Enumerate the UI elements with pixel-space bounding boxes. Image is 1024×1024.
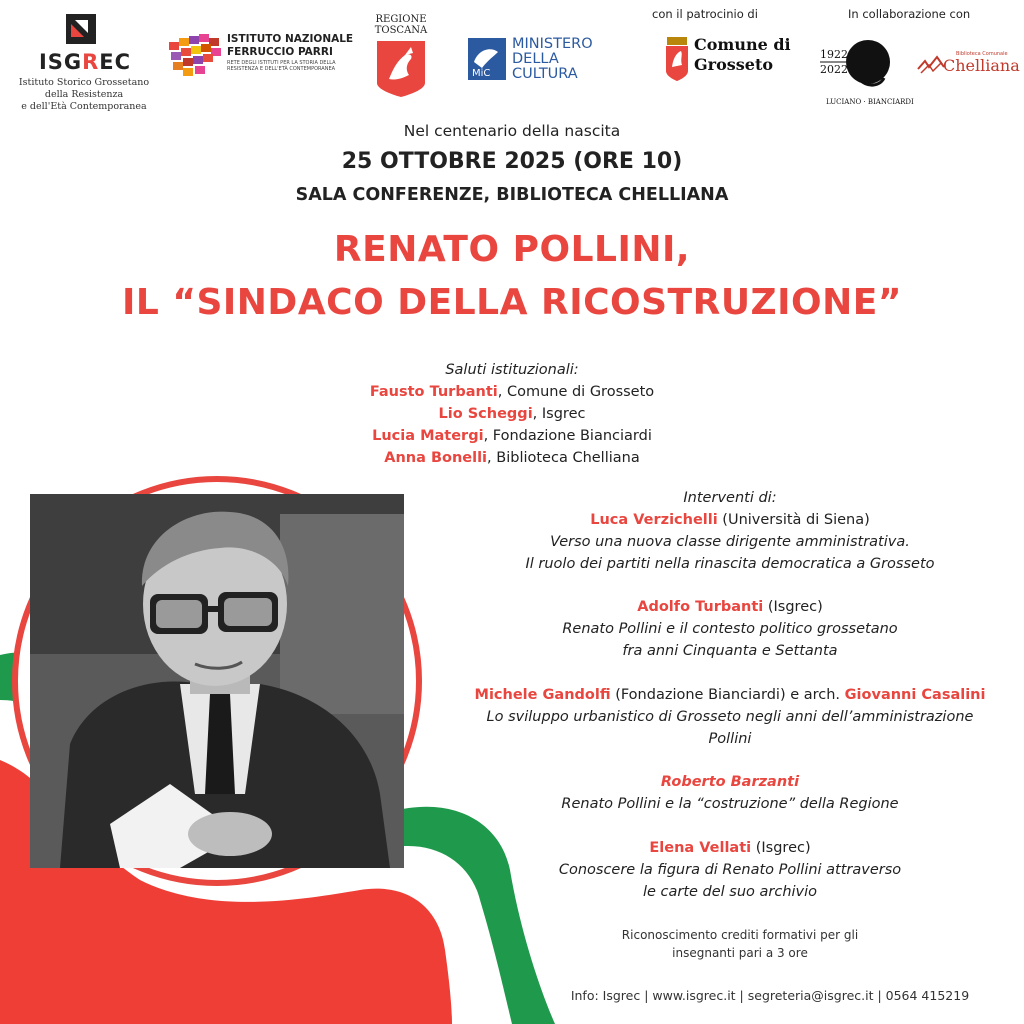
talk-title: Verso una nuova classe dirigente amministrativa.: [550, 534, 910, 550]
portrait-illustration: [30, 494, 404, 868]
regione-toscana-emblem-icon: [375, 39, 427, 97]
talk-title: Renato Pollini e il contesto politico grossetano: [562, 621, 898, 637]
isgrec-subtitle: Istituto Storico Grossetano della Resistenza e dell'Età Contemporanea: [18, 77, 150, 112]
credits-note: Riconoscimento crediti formativi per gli insegnanti pari a 3 ore: [621, 928, 859, 960]
event-venue: SALA CONFERENZE, BIBLIOTECA CHELLIANA: [295, 185, 729, 205]
bianciardi-centenary-logo-icon: [818, 22, 914, 108]
event-intro: Nel centenario della nascita: [403, 122, 621, 140]
parri-subtitle: RETE DEGLI ISTITUTI PER LA STORIA DELLA RESISTENZA E DELL'ETÀ CONTEMPORANEA: [227, 60, 336, 72]
event-date: 25 OTTOBRE 2025 (ORE 10): [341, 149, 683, 174]
patrocinio-label: con il patrocinio di: [652, 7, 758, 21]
event-title-line1: RENATO POLLINI,: [333, 229, 691, 270]
talk-speaker: Roberto Barzanti: [660, 774, 800, 790]
chelliana-name: Chelliana: [943, 56, 1020, 75]
bianciardi-year-start: 1922: [820, 48, 848, 61]
greetings-heading: Saluti istituzionali:: [445, 362, 579, 378]
talk-title: Conoscere la figura di Renato Pollini attraverso: [558, 862, 902, 878]
isgrec-name: ISGREC: [38, 50, 132, 74]
grosseto-crest-icon: [664, 37, 690, 81]
parri-title-line1: ISTITUTO NAZIONALE: [227, 33, 354, 45]
greeting-item: Lucia Matergi, Fondazione Bianciardi: [372, 428, 652, 444]
talk-speaker: Michele Gandolfi (Fondazione Bianciardi) e arch. Giovanni Casalini: [474, 687, 986, 703]
comune-grosseto-name: Comune di Grosseto: [694, 35, 791, 74]
bianciardi-year-end: 2022: [820, 63, 848, 76]
talk-speaker: Adolfo Turbanti (Isgrec): [637, 599, 823, 615]
regione-toscana-label: REGIONE TOSCANA: [374, 14, 428, 36]
mic-logo-icon: [468, 38, 506, 80]
talks-heading: Interventi di:: [683, 490, 777, 506]
parri-title-line2: FERRUCCIO PARRI: [227, 46, 333, 58]
talk-title: Lo sviluppo urbanistico di Grosseto negli anni dell’amministrazione: [486, 709, 974, 725]
event-title-line2: IL “SINDACO DELLA RICOSTRUZIONE”: [121, 282, 903, 323]
chelliana-subtitle: Biblioteca Comunale: [956, 51, 1008, 57]
talk-title: le carte del suo archivio: [642, 884, 818, 900]
greeting-item: Fausto Turbanti, Comune di Grosseto: [369, 384, 655, 400]
collaborazione-label: In collaborazione con: [848, 7, 971, 21]
bianciardi-name: LUCIANO · BIANCIARDI: [826, 98, 914, 106]
talk-speaker: Elena Vellati (Isgrec): [649, 840, 811, 856]
talk-speaker: Luca Verzichelli (Università di Siena): [590, 512, 870, 528]
mic-badge-text: MiC: [472, 68, 491, 79]
talk-title: Il ruolo dei partiti nella rinascita democratica a Grosseto: [525, 556, 935, 572]
talk-title: fra anni Cinquanta e Settanta: [622, 643, 838, 659]
talk-title: Pollini: [708, 731, 752, 747]
contact-info: Info: Isgrec | www.isgrec.it | segreteria@isgrec.it | 0564 415219: [570, 988, 970, 1003]
greeting-item: Anna Bonelli, Biblioteca Chelliana: [384, 450, 640, 466]
renato-pollini-photo: [12, 476, 422, 886]
mic-name: MINISTERO DELLA CULTURA: [512, 36, 593, 82]
chelliana-logo-icon: [917, 55, 945, 75]
parri-logo-icon: [169, 34, 221, 78]
isgrec-logo-icon: [66, 14, 96, 44]
greeting-item: Lio Scheggi, Isgrec: [438, 406, 586, 422]
talk-title: Renato Pollini e la “costruzione” della Regione: [561, 796, 899, 812]
